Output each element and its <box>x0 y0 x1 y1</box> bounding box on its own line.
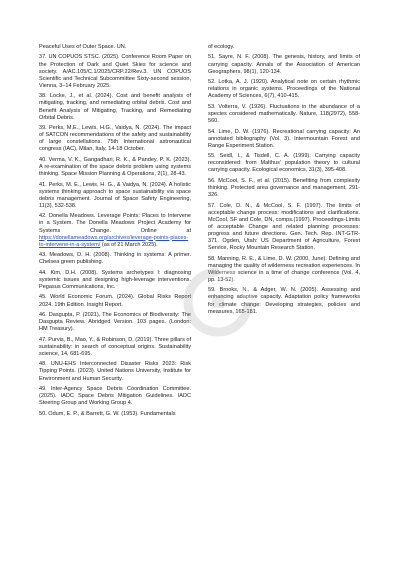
reference-number: 39. <box>39 125 47 132</box>
reference-text: Odum, E. P., & Barrett, G. W. (1953). Fundamentals <box>48 410 176 417</box>
reference-text: McCool, S. F., et al. (2015). Benefiting from complexity thinking. Protected area governance and management, 291-326. <box>208 177 361 199</box>
reference-entry <box>39 157 191 178</box>
reference-column-left <box>39 44 191 421</box>
reference-number: 56. <box>208 177 216 184</box>
reference-text: Locke, J., et al. (2024). Cost and benefit analysis of mitigating, tracking, and remediating orbital debris. Cost and Benefit Analysis of Mitigating, Tracking, and Remediating Orbital Debris. <box>39 93 192 121</box>
reference-entry <box>208 129 360 150</box>
reference-text: World Economic Forum. (2024). Global Risks Report 2024. 19th Edition. Insight Report. <box>39 294 191 308</box>
reference-text: Lotka, A. J. (1920). Analytical note on certain rhythmic relations in organic systems. Proceedings of the National Academy of Sciences, 6(7), 410-415. <box>208 79 360 100</box>
reference-entry <box>39 386 191 407</box>
reference-entry <box>39 294 191 308</box>
reference-number: 55. <box>208 153 216 160</box>
reference-number: 43. <box>39 252 47 259</box>
reference-number: 48. <box>39 361 47 368</box>
reference-entry <box>39 93 191 121</box>
reference-text: Dasgupta, P. (2021), The Economics of Biodiversity: The Dasgupta Review. Abridged Version. 103 pages. (London: HM Treasury). <box>39 312 191 333</box>
reference-text: Volterra, V. (1926). Fluctuations in the abundance of a species considered mathematically. Nature, 118(2972), 558-560. <box>208 103 360 125</box>
reference-text: Purvis, B., Mao, Y., & Robinson, D. (2019). Three pillars of sustainability: in search of conceptual origins. Sustainability science, 14, 681-695. <box>39 336 192 357</box>
reference-text-after: (as of 21 March 2025). <box>101 241 158 248</box>
reference-number: 46. <box>39 312 47 318</box>
reference-number: 49. <box>39 386 47 393</box>
reference-entry <box>208 104 360 125</box>
reference-number: 44. <box>39 269 47 276</box>
reference-entry <box>39 270 191 291</box>
reference-entry <box>39 54 191 89</box>
reference-text: Inter-Agency Space Debris Coordination Committee. (2025). IADC Space Debris Mitigation Guidelines. IADC Steering Group and Working Group 4. <box>39 386 192 407</box>
reference-entry <box>39 125 191 153</box>
reference-number: 58. <box>208 255 216 262</box>
reference-text: Verma, V. K., Gangadhari, R. K., & Pandey, P. K. (2023). A re-examination of the space debris problem using systems thinking. Space Mission Planning & Operations, 2(1), 28-43. <box>39 156 192 178</box>
reference-entry <box>39 361 191 382</box>
reference-number: 41. <box>39 181 47 188</box>
reference-entry <box>208 44 360 51</box>
reference-number: 54. <box>208 128 216 135</box>
reference-entry <box>39 252 191 266</box>
reference-text: Cole, D. N., & McCool, S. F. (1997). The limits of acceptable change process: modifications and clarifications. McCool, SF and Cole, DN, comps.(1997). Proceedings-Limits of acceptable Change and related planning processes: progress and future directions. Gen. Tech. Rep. INT-GTR-371. Ogden, Utah: US Department of Agriculture, Forest Service, Rocky Mountain Research Station. <box>208 202 360 252</box>
reference-text: Peaceful Uses of Outer Space. UN. <box>39 44 127 50</box>
reference-entry <box>39 182 191 210</box>
reference-entry <box>39 337 191 358</box>
reference-text: Seidl, I., & Tisdell, C. A. (1999). Carrying capacity reconsidered: from Malthus' population theory to cultural carrying capacity. Ecological economics, 31(3), 395-408. <box>208 153 360 174</box>
reference-entry <box>39 213 191 248</box>
reference-link[interactable]: https://donellameadows.org/archives/leverage-points-places-to-intervene-in-a-system/ <box>39 234 189 248</box>
reference-number: 47. <box>39 336 47 343</box>
reference-entry <box>208 256 360 284</box>
reference-number: 37. <box>39 54 47 61</box>
reference-entry <box>208 203 360 253</box>
reference-number: 51. <box>208 54 216 61</box>
reference-entry <box>208 153 360 174</box>
reference-text: Manning, R. E., & Lime, D. W. (2000, June). Defining and managing the quality of wilderness recreation experiences. In Wilderness science in a time of change conference (Vol. 4, pp. 13-52). <box>208 255 361 283</box>
reference-number: 57. <box>208 202 216 209</box>
reference-text: of ecology. <box>208 44 235 50</box>
reference-text: Perks, M.E., Lewis, H.G., Vaidya, N. (2024). The impact of SATCON recommendations of the safety and sustainability of large constellations. 75th International astronautical congress (IAC), Milan, Italy, 14-18 October. <box>39 125 191 153</box>
reference-number: 50. <box>39 410 47 417</box>
reference-number: 45. <box>39 294 47 301</box>
reference-entry <box>208 178 360 199</box>
reference-text: Brooks, N., & Adger, W. N. (2005). Assessing and enhancing adaptive capacity. Adaptation policy frameworks for climate change: Developing strategies, policies and measures, 165-181. <box>208 287 360 315</box>
reference-entry <box>208 79 360 100</box>
reference-text: Lime, D. W. (1976). Recreational carrying capacity: An annotated bibliography (Vol. 3). Intermountain Forest and Range Experiment Station. <box>208 128 361 149</box>
reference-number: 59. <box>208 287 216 294</box>
reference-number: 53. <box>208 103 216 110</box>
reference-text: UN COPUOS STSC. (2025). Conference Room Paper on the Protection of Dark and Quiet Skies for science and society. A/AC.105/C.1/2025/CRP.22/Rev.3. UN COPUOS Scientific and Technical Subcommittee Sixty-second session, Vienna, 3–14 February 2025. <box>39 54 191 89</box>
reference-text: Donella Meadows. Leverage Points: Places to Intervene in a System. The Donella Meadows Project Academy for Systems Change. Online at <box>39 213 192 234</box>
reference-entry <box>208 54 360 75</box>
reference-text: Perks, M. E., Lewis, H. G., & Vaidya, N. (2024). A holistic systems thinking approach to space sustainability via space debris management. Journal of Space Safety Engineering, 11(3), 532-538. <box>39 181 191 209</box>
reference-number: 38. <box>39 93 47 100</box>
reference-number: 40. <box>39 156 47 163</box>
reference-entry <box>39 312 191 333</box>
reference-text: UNU-EHS Interconnected Disaster Risks 2023: Risk Tipping Points. (2023). United Nations University, Institute for Environment and Human Security. <box>39 361 191 382</box>
reference-number: 52. <box>208 79 216 86</box>
reference-text: Sayre, N. F. (2008). The genesis, history, and limits of carrying capacity. Annals of the Association of American Geographers, 98(1), 120-134. <box>208 54 360 75</box>
reference-text: Kim, D.H. (2008). Systems archetypes I: diagnosing systemic issues and designing high-leverage interventions. Pegasus Communications, Inc. <box>39 269 191 290</box>
reference-entry <box>39 411 191 418</box>
reference-entry <box>208 287 360 315</box>
reference-entry <box>39 44 191 51</box>
reference-number: 42. <box>39 213 47 220</box>
reference-column-right <box>208 44 360 319</box>
reference-text: Meadows, D. H. (2008). Thinking in systems: A primer. Chelsea green publishing. <box>39 252 192 266</box>
